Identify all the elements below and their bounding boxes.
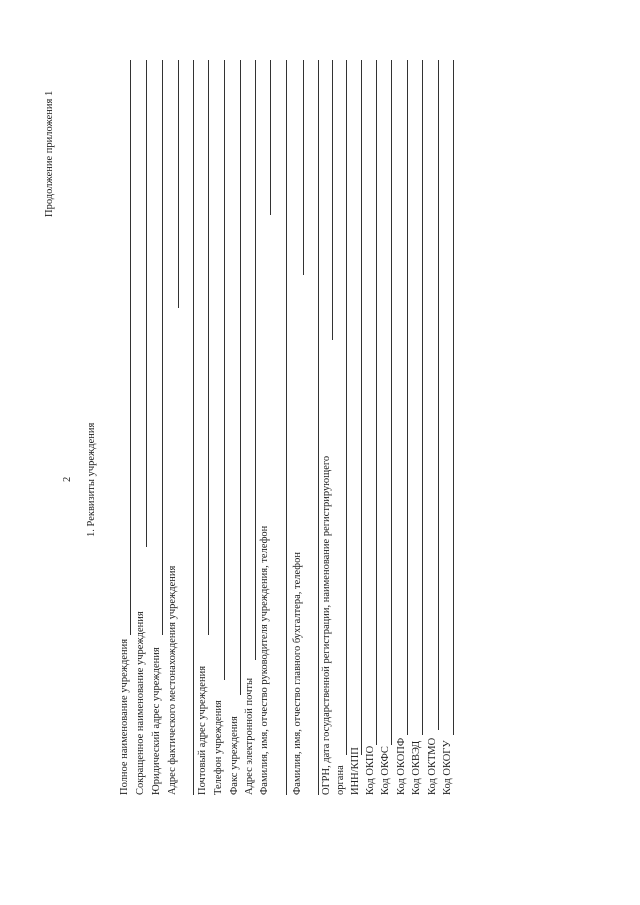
okopf-input-line[interactable] bbox=[407, 60, 408, 735]
field-okogu-label: Код ОКОГУ bbox=[442, 740, 453, 795]
email-input-line[interactable] bbox=[255, 60, 256, 660]
field-okved-label: Код ОКВЭД bbox=[411, 740, 422, 795]
actual-address-input-line-2[interactable] bbox=[193, 60, 194, 795]
field-postal-address-label: Почтовый адрес учреждения bbox=[197, 665, 208, 795]
field-short-name-label: Сокращенное наименование учреждения bbox=[135, 611, 146, 795]
field-full-name-label: Полное наименование учреждения bbox=[119, 638, 130, 795]
field-accountant-name-label: Фамилия, имя, отчество главного бухгалтера, телефон bbox=[292, 552, 303, 795]
ogrn-input-line-2[interactable] bbox=[346, 60, 347, 755]
field-email-label: Адрес электронной почты bbox=[244, 677, 255, 795]
oktmo-input-line[interactable] bbox=[438, 60, 439, 730]
field-actual-address-label: Адрес фактического местонахождения учреждения bbox=[167, 565, 178, 795]
field-head-name-label: Фамилия, имя, отчество руководителя учреждения, телефон bbox=[259, 525, 270, 795]
accountant-name-input-line[interactable] bbox=[303, 60, 304, 275]
head-name-input-line[interactable] bbox=[270, 60, 271, 215]
okfs-input-line[interactable] bbox=[391, 60, 392, 745]
field-ogrn-label-line1: ОГРН, дата государственной регистрации, наименование регистрирующего bbox=[321, 455, 332, 795]
field-inn-kpp-label: ИНН/КПП bbox=[350, 747, 361, 795]
short-name-input-line[interactable] bbox=[146, 60, 147, 547]
field-okfs-label: Код ОКФС bbox=[380, 746, 391, 795]
okved-input-line[interactable] bbox=[422, 60, 423, 735]
legal-address-input-line[interactable] bbox=[162, 60, 163, 635]
actual-address-input-line[interactable] bbox=[178, 60, 179, 308]
field-fax-label: Факс учреждения bbox=[229, 716, 240, 795]
full-name-input-line[interactable] bbox=[130, 60, 131, 635]
field-oktmo-label: Код ОКТМО bbox=[427, 737, 438, 795]
accountant-name-input-line-2[interactable] bbox=[318, 60, 319, 795]
field-okopf-label: Код ОКОПФ bbox=[396, 737, 407, 795]
section-title: 1. Реквизиты учреждения bbox=[86, 422, 97, 537]
continuation-note: Продолжение приложения 1 bbox=[44, 90, 55, 217]
field-okpo-label: Код ОКПО bbox=[365, 745, 376, 795]
field-ogrn-label-line2: органа bbox=[335, 765, 346, 795]
okogu-input-line[interactable] bbox=[453, 60, 454, 735]
postal-address-input-line[interactable] bbox=[208, 60, 209, 635]
ogrn-input-line[interactable] bbox=[332, 60, 333, 340]
page-number: 2 bbox=[62, 476, 73, 482]
okpo-input-line[interactable] bbox=[376, 60, 377, 745]
field-legal-address-label: Юридический адрес учреждения bbox=[151, 647, 162, 795]
phone-input-line[interactable] bbox=[224, 60, 225, 680]
field-phone-label: Телефон учреждения bbox=[213, 700, 224, 795]
fax-input-line[interactable] bbox=[240, 60, 241, 695]
head-name-input-line-2[interactable] bbox=[286, 60, 287, 795]
inn-kpp-input-line[interactable] bbox=[361, 60, 362, 755]
